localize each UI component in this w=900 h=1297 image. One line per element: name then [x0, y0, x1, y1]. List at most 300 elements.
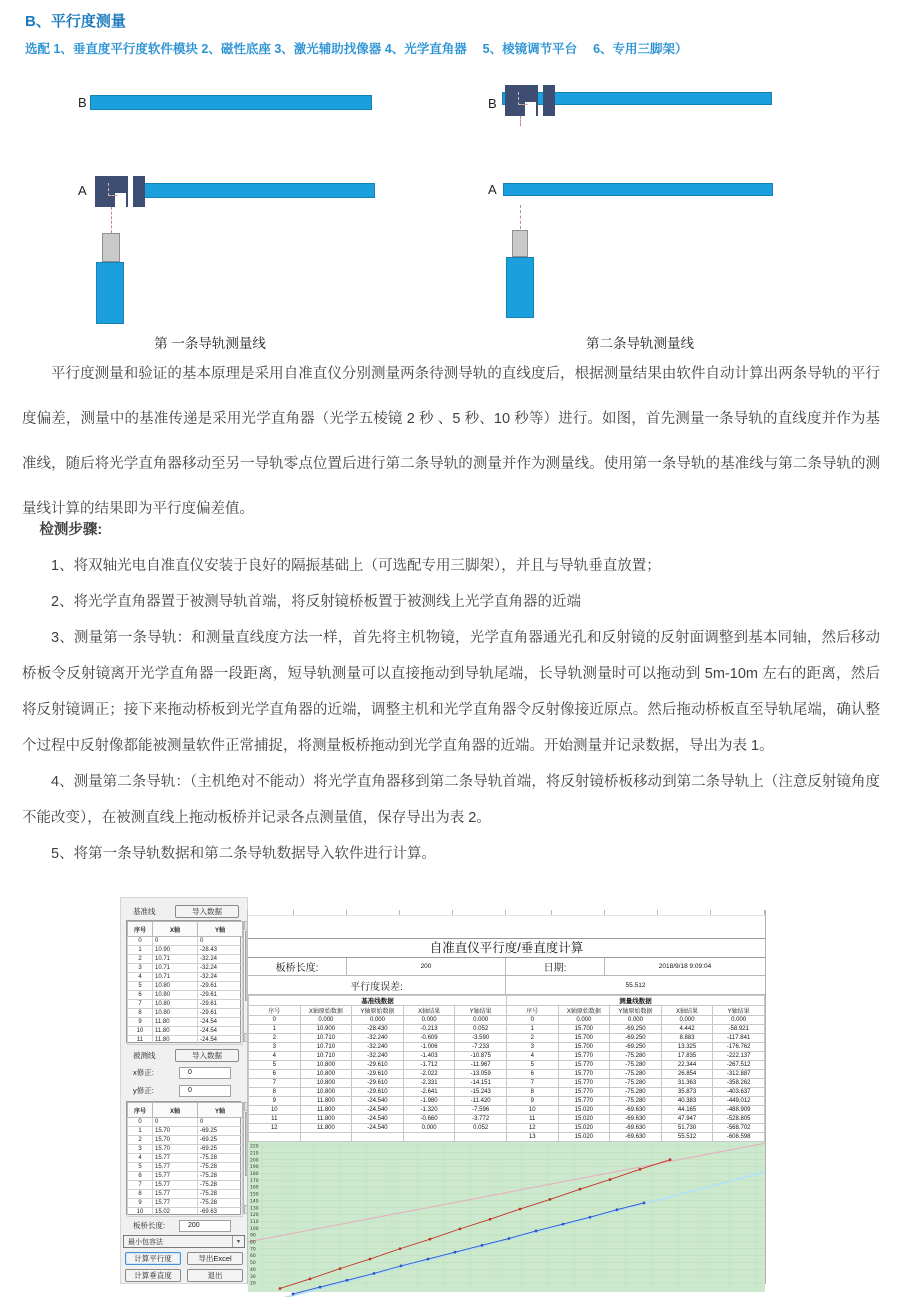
column-header: 序号 — [506, 1006, 558, 1016]
result-cell: -11.967 — [455, 1061, 507, 1070]
result-cell: -69.630 — [610, 1115, 662, 1124]
result-cell: 15.770 — [558, 1070, 610, 1079]
table-cell[interactable]: -69.25 — [198, 1136, 243, 1145]
result-cell: 10 — [249, 1106, 301, 1115]
column-header: 序号 — [128, 1103, 153, 1118]
result-cell: 3 — [506, 1043, 558, 1052]
result-cell: 15.020 — [558, 1115, 610, 1124]
column-header: Y轴原始数据 — [610, 1006, 662, 1016]
result-row — [249, 1133, 765, 1142]
table-cell[interactable]: -24.54 — [198, 1018, 243, 1027]
baseline-section-label: 基准线 — [133, 906, 156, 916]
result-cell: -75.280 — [610, 1052, 662, 1061]
result-cell: -117.841 — [713, 1034, 765, 1043]
table-row[interactable] — [128, 1145, 243, 1154]
svg-text:90: 90 — [250, 1233, 256, 1239]
table-cell[interactable]: -24.54 — [198, 1036, 243, 1045]
table-cell[interactable]: -29.61 — [198, 1000, 243, 1009]
table-cell[interactable]: 4 — [128, 973, 153, 982]
step-3: 3、测量第一条导轨：和测量直线度方法一样，首先将主机物镜，光学直角器通光孔和反射镜的反射面调整到基本同轴，然后移动桥板令反射镜离开光学直角器一段距离，短导轨测量可以直接拖动到导轨尾端，长导轨测量时可以拖动到 5m-10m 左右的距离，然后将反射镜调正；接下来拖动桥板到光学直角器的近端，调整主机和光学直角器令反射像接近原点。然后拖动桥板直至导轨尾端，确认整个过程中反射像都能被测量软件正常捕捉，将测量板桥拖动到光学直角器的近端。开始测量并记录数据，导出为表 1。 — [22, 630, 880, 754]
result-cell: 0.000 — [713, 1016, 765, 1025]
result-cell: -32.240 — [352, 1052, 404, 1061]
result-row — [249, 1088, 765, 1097]
result-cell: 22.344 — [661, 1061, 713, 1070]
table-cell[interactable]: -69.63 — [198, 1208, 243, 1217]
scrollbar[interactable] — [243, 1102, 244, 1214]
table-cell[interactable]: 10.80 — [153, 1009, 198, 1018]
table-cell[interactable]: -75.28 — [198, 1190, 243, 1199]
rail-label: B — [488, 96, 497, 111]
table-cell[interactable]: 2 — [128, 955, 153, 964]
table-cell[interactable]: 11 — [128, 1036, 153, 1045]
result-cell: -69.250 — [610, 1034, 662, 1043]
table-row[interactable] — [128, 946, 243, 955]
calc-perpendicularity-button[interactable]: 计算垂直度 — [125, 1269, 181, 1282]
result-cell: 12 — [506, 1124, 558, 1133]
result-cell: -14.151 — [455, 1079, 507, 1088]
table-cell[interactable]: -32.24 — [198, 973, 243, 982]
result-cell: 15.020 — [558, 1106, 610, 1115]
table-cell[interactable]: 0 — [153, 937, 198, 946]
table-row[interactable] — [128, 1208, 243, 1217]
line-chart — [248, 1142, 765, 1292]
result-cell: 11.800 — [300, 1115, 352, 1124]
laser-beam-line — [520, 205, 521, 229]
table-cell[interactable]: 15.02 — [153, 1208, 198, 1217]
result-cell: 10 — [506, 1106, 558, 1115]
result-cell: 47.947 — [661, 1115, 713, 1124]
table-row[interactable] — [128, 1163, 243, 1172]
table-cell[interactable]: 15.77 — [153, 1163, 198, 1172]
svg-text:130: 130 — [250, 1206, 259, 1212]
table-cell[interactable]: 3 — [128, 964, 153, 973]
svg-text:140: 140 — [250, 1199, 259, 1205]
calc-parallelism-button[interactable]: 计算平行度 — [125, 1252, 181, 1265]
table-row[interactable] — [128, 1009, 243, 1018]
result-cell: -69.630 — [610, 1133, 662, 1142]
result-cell: -75.280 — [610, 1070, 662, 1079]
table-cell[interactable]: 15.77 — [153, 1199, 198, 1208]
result-cell: 10.800 — [300, 1061, 352, 1070]
result-cell: 15.770 — [558, 1061, 610, 1070]
result-cell: 10.800 — [300, 1088, 352, 1097]
result-cell: -58.921 — [713, 1025, 765, 1034]
table-row[interactable] — [128, 973, 243, 982]
result-cell: -1.006 — [403, 1043, 455, 1052]
svg-text:20: 20 — [250, 1281, 256, 1287]
table-row[interactable] — [128, 1000, 243, 1009]
table-cell[interactable]: 9 — [128, 1018, 153, 1027]
result-cell: -358.262 — [713, 1079, 765, 1088]
group-header-row — [249, 996, 765, 1006]
diagram-caption: 第 一条导轨测量线 — [154, 336, 266, 351]
table-cell[interactable]: 15.70 — [153, 1136, 198, 1145]
result-cell: -69.250 — [610, 1043, 662, 1052]
table-row[interactable] — [128, 1118, 243, 1127]
result-cell: -75.280 — [610, 1079, 662, 1088]
result-cell: 51.730 — [661, 1124, 713, 1133]
section-title: B、平行度测量 — [25, 13, 126, 30]
table-row[interactable] — [128, 1190, 243, 1199]
svg-text:30: 30 — [250, 1274, 256, 1280]
laser-beam-line — [111, 207, 112, 233]
svg-text:120: 120 — [250, 1213, 259, 1219]
table-cell[interactable]: 7 — [128, 1181, 153, 1190]
result-cell: 4 — [249, 1052, 301, 1061]
result-table — [248, 995, 765, 1142]
table-cell[interactable]: 6 — [128, 991, 153, 1000]
result-row — [249, 1124, 765, 1133]
table-cell[interactable]: -75.28 — [198, 1172, 243, 1181]
table-cell[interactable]: 9 — [128, 1199, 153, 1208]
result-cell: 11.800 — [300, 1106, 352, 1115]
table-cell[interactable]: 0 — [153, 1118, 198, 1127]
result-row — [249, 1034, 765, 1043]
result-cell: 10.800 — [300, 1070, 352, 1079]
table-row[interactable] — [128, 937, 243, 946]
result-cell: 0.000 — [455, 1016, 507, 1025]
result-cell: 0.000 — [300, 1016, 352, 1025]
table-cell[interactable]: 1 — [128, 946, 153, 955]
baseline-data-table[interactable] — [126, 920, 241, 1043]
svg-text:220: 220 — [250, 1144, 259, 1150]
result-cell: 4 — [506, 1052, 558, 1061]
step-2: 2、将光学直角器置于被测导轨首端，将反射镜桥板置于被测线上光学直角器的近端 — [51, 594, 582, 610]
lens-barrel — [512, 230, 528, 257]
table-row[interactable] — [128, 991, 243, 1000]
result-row — [249, 1025, 765, 1034]
table-cell[interactable]: 0 — [198, 937, 243, 946]
table-cell[interactable]: -75.28 — [198, 1199, 243, 1208]
bridge-length-label: 板桥长度: — [248, 958, 347, 975]
table-row[interactable] — [128, 955, 243, 964]
result-cell: 0.000 — [403, 1016, 455, 1025]
diagram-caption: 第二条导轨测量线 — [586, 336, 694, 351]
measured-group-header: 测量线数据 — [506, 996, 764, 1006]
steps-section — [22, 512, 880, 872]
result-cell: -1.320 — [403, 1106, 455, 1115]
table-row[interactable] — [128, 1136, 243, 1145]
result-cell: 0.000 — [352, 1016, 404, 1025]
column-header: Y轴结果 — [713, 1006, 765, 1016]
result-cell: 35.873 — [661, 1088, 713, 1097]
table-cell[interactable]: 11.80 — [153, 1027, 198, 1036]
result-cell: 4.442 — [661, 1025, 713, 1034]
result-cell — [300, 1133, 352, 1142]
laser-beam-line — [520, 116, 521, 126]
table-row[interactable] — [128, 1036, 243, 1045]
result-cell: -267.512 — [713, 1061, 765, 1070]
result-cell: -608.598 — [713, 1133, 765, 1142]
result-cell — [403, 1133, 455, 1142]
import-measured-data-button[interactable]: 导入数据 — [175, 1049, 239, 1062]
table-row[interactable] — [128, 1199, 243, 1208]
column-header: Y轴原始数据 — [352, 1006, 404, 1016]
result-row — [249, 1043, 765, 1052]
result-cell: 15.700 — [558, 1043, 610, 1052]
result-cell: 15.020 — [558, 1133, 610, 1142]
result-cell: -24.540 — [352, 1115, 404, 1124]
result-cell: 15.700 — [558, 1034, 610, 1043]
result-cell: 10.710 — [300, 1034, 352, 1043]
result-cell: -1.403 — [403, 1052, 455, 1061]
table-cell[interactable]: 5 — [128, 1163, 153, 1172]
table-cell[interactable]: 15.77 — [153, 1154, 198, 1163]
x-correction-input[interactable]: 0 — [179, 1067, 231, 1079]
svg-text:190: 190 — [250, 1165, 259, 1171]
result-cell: -29.610 — [352, 1061, 404, 1070]
result-cell: 0.000 — [661, 1016, 713, 1025]
result-cell: -32.240 — [352, 1034, 404, 1043]
autocollimator-body — [96, 262, 124, 324]
svg-text:40: 40 — [250, 1267, 256, 1273]
import-baseline-data-button[interactable]: 导入数据 — [175, 905, 239, 918]
table-cell[interactable]: -29.61 — [198, 1009, 243, 1018]
method-dropdown[interactable] — [123, 1235, 245, 1248]
result-cell: -568.702 — [713, 1124, 765, 1133]
result-cell: 10.710 — [300, 1052, 352, 1061]
table-cell[interactable]: -29.61 — [198, 982, 243, 991]
result-cell: -1.980 — [403, 1097, 455, 1106]
table-cell[interactable]: 10 — [128, 1027, 153, 1036]
date-value: 2018/9/18 9:09:04 — [658, 963, 712, 970]
table-cell[interactable]: -75.28 — [198, 1154, 243, 1163]
export-excel-button[interactable]: 导出Excel — [187, 1252, 243, 1265]
optical-square-device — [95, 176, 145, 207]
svg-text:60: 60 — [250, 1254, 256, 1260]
svg-text:210: 210 — [250, 1151, 259, 1157]
result-cell: -69.630 — [610, 1106, 662, 1115]
table-cell[interactable]: 5 — [128, 982, 153, 991]
table-cell[interactable]: 10.71 — [153, 955, 198, 964]
table-cell[interactable]: 15.70 — [153, 1145, 198, 1154]
result-cell: -24.540 — [352, 1124, 404, 1133]
column-header: X轴 — [153, 922, 198, 937]
baseline-group-header: 基准线数据 — [249, 996, 507, 1006]
result-cell: 11 — [506, 1115, 558, 1124]
optical-square-device — [505, 85, 555, 116]
table-cell[interactable]: 10.80 — [153, 1000, 198, 1009]
table-cell[interactable]: -32.24 — [198, 964, 243, 973]
parallelism-error-value: 55.512 — [625, 981, 646, 989]
result-cell: -75.280 — [610, 1097, 662, 1106]
table-cell[interactable]: -75.28 — [198, 1163, 243, 1172]
result-cell: 0.052 — [455, 1124, 507, 1133]
table-cell[interactable]: 2 — [128, 1136, 153, 1145]
report-title: 自准直仪平行度/垂直度计算 — [248, 938, 765, 958]
result-cell: 17.835 — [661, 1052, 713, 1061]
table-row[interactable] — [128, 1018, 243, 1027]
rail-label: A — [488, 182, 497, 197]
parallelism-error-label: 平行度误差: — [248, 976, 506, 994]
table-cell[interactable]: 0 — [128, 1118, 153, 1127]
rail-bar — [503, 183, 773, 196]
result-cell: -312.887 — [713, 1070, 765, 1079]
result-cell: 15.770 — [558, 1097, 610, 1106]
report-grid — [247, 910, 766, 1287]
reflector-bridge-block — [543, 85, 555, 116]
result-row — [249, 1070, 765, 1079]
svg-text:50: 50 — [250, 1261, 256, 1267]
column-header: 序号 — [128, 922, 153, 937]
result-cell: -75.280 — [610, 1061, 662, 1070]
result-cell: 11 — [249, 1115, 301, 1124]
table-cell[interactable]: -24.54 — [198, 1027, 243, 1036]
result-cell: -29.610 — [352, 1079, 404, 1088]
table-row[interactable] — [128, 1027, 243, 1036]
result-chart — [248, 1142, 765, 1292]
table-cell[interactable]: 10.71 — [153, 964, 198, 973]
svg-text:80: 80 — [250, 1240, 256, 1246]
result-cell: 40.383 — [661, 1097, 713, 1106]
result-cell: -449.012 — [713, 1097, 765, 1106]
bridge-length-input[interactable]: 200 — [179, 1220, 231, 1232]
table-cell[interactable]: 7 — [128, 1000, 153, 1009]
result-cell: 0 — [249, 1016, 301, 1025]
result-cell: -75.280 — [610, 1088, 662, 1097]
table-cell[interactable]: 4 — [128, 1154, 153, 1163]
scrollbar[interactable] — [243, 921, 244, 1042]
table-cell[interactable]: 10.80 — [153, 982, 198, 991]
light-path-line — [108, 183, 118, 196]
bridge-length-value: 200 — [347, 958, 506, 975]
result-cell: 0.000 — [403, 1124, 455, 1133]
result-cell: 5 — [249, 1061, 301, 1070]
result-row — [249, 1106, 765, 1115]
column-header: Y轴结果 — [455, 1006, 507, 1016]
result-cell: 0.000 — [558, 1016, 610, 1025]
y-correction-label: y修正: — [133, 1086, 154, 1095]
result-cell: -7.596 — [455, 1106, 507, 1115]
svg-text:200: 200 — [250, 1158, 259, 1164]
result-cell: -24.540 — [352, 1106, 404, 1115]
table-cell[interactable]: -28.43 — [198, 946, 243, 955]
table-cell[interactable]: 0 — [128, 937, 153, 946]
result-cell: 10.710 — [300, 1043, 352, 1052]
result-cell: 0.000 — [610, 1016, 662, 1025]
result-cell: 26.854 — [661, 1070, 713, 1079]
result-cell: 15.770 — [558, 1088, 610, 1097]
table-cell[interactable]: 11.80 — [153, 1018, 198, 1027]
y-correction-input[interactable]: 0 — [179, 1085, 231, 1097]
table-cell[interactable]: -69.25 — [198, 1127, 243, 1136]
result-cell: 11.800 — [300, 1124, 352, 1133]
result-cell: -3.772 — [455, 1115, 507, 1124]
rail-bar — [90, 95, 372, 110]
column-header: X轴原始数据 — [300, 1006, 352, 1016]
table-row[interactable] — [128, 1172, 243, 1181]
table-cell[interactable]: 10.71 — [153, 973, 198, 982]
result-cell: -176.762 — [713, 1043, 765, 1052]
measured-data-table[interactable] — [126, 1101, 241, 1215]
table-cell[interactable]: -69.25 — [198, 1145, 243, 1154]
result-row — [249, 1079, 765, 1088]
result-cell: -13.059 — [455, 1070, 507, 1079]
date-label: 日期: — [506, 958, 605, 975]
column-header: X轴 — [153, 1103, 198, 1118]
result-cell: 15.700 — [558, 1025, 610, 1034]
light-path-line — [518, 92, 528, 105]
table-cell[interactable]: 10.90 — [153, 946, 198, 955]
result-cell: 1 — [506, 1025, 558, 1034]
svg-text:70: 70 — [250, 1247, 256, 1253]
table-cell[interactable]: 8 — [128, 1009, 153, 1018]
table-cell[interactable]: 0 — [198, 1118, 243, 1127]
table-row[interactable] — [128, 982, 243, 991]
result-cell: -69.250 — [610, 1025, 662, 1034]
table-cell[interactable]: 15.77 — [153, 1172, 198, 1181]
result-cell — [352, 1133, 404, 1142]
svg-text:170: 170 — [250, 1178, 259, 1184]
result-cell: -2.331 — [403, 1079, 455, 1088]
column-header: X轴结果 — [661, 1006, 713, 1016]
table-cell[interactable]: 6 — [128, 1172, 153, 1181]
column-header: X轴原始数据 — [558, 1006, 610, 1016]
result-cell: -24.540 — [352, 1097, 404, 1106]
measured-section-label: 被测线 — [133, 1050, 156, 1060]
table-cell[interactable]: 11.80 — [153, 1036, 198, 1045]
optional-accessories-line: 选配 1、垂直度平行度软件模块 2、磁性底座 3、激光辅助找像器 4、光学直角器 5、棱镜调节平台 6、专用三脚架） — [25, 42, 688, 56]
result-cell: -222.137 — [713, 1052, 765, 1061]
table-cell[interactable]: -29.61 — [198, 991, 243, 1000]
chevron-down-icon: ▼ — [232, 1236, 244, 1247]
table-row[interactable] — [128, 1127, 243, 1136]
result-cell: -1.712 — [403, 1061, 455, 1070]
rail-bar — [133, 183, 375, 198]
table-cell[interactable]: 10 — [128, 1208, 153, 1217]
svg-text:100: 100 — [250, 1226, 259, 1232]
result-cell: 55.512 — [661, 1133, 713, 1142]
result-cell: 2 — [249, 1034, 301, 1043]
result-cell: 7 — [249, 1079, 301, 1088]
result-cell: 6 — [506, 1070, 558, 1079]
table-row[interactable] — [128, 964, 243, 973]
table-cell[interactable]: 8 — [128, 1190, 153, 1199]
result-cell: 13 — [506, 1133, 558, 1142]
result-cell: 9 — [249, 1097, 301, 1106]
result-cell: 44.165 — [661, 1106, 713, 1115]
table-cell[interactable]: 1 — [128, 1127, 153, 1136]
result-cell: -488.909 — [713, 1106, 765, 1115]
step-1: 1、将双轴光电自准直仪安装于良好的隔振基础上（可选配专用三脚架），并且与导轨垂直放置； — [51, 558, 661, 574]
report-meta-row — [248, 958, 765, 976]
table-cell[interactable]: 15.77 — [153, 1181, 198, 1190]
result-cell: 8 — [249, 1088, 301, 1097]
table-cell[interactable]: 15.70 — [153, 1127, 198, 1136]
result-cell: 8.883 — [661, 1034, 713, 1043]
table-row[interactable] — [128, 1154, 243, 1163]
table-cell[interactable]: -32.24 — [198, 955, 243, 964]
table-cell[interactable]: 10.80 — [153, 991, 198, 1000]
exit-button[interactable]: 退出 — [187, 1269, 243, 1282]
result-cell: 15.770 — [558, 1079, 610, 1088]
step-5: 5、将第一条导轨数据和第二条导轨数据导入软件进行计算。 — [51, 846, 437, 862]
result-cell — [249, 1133, 301, 1142]
svg-text:160: 160 — [250, 1185, 259, 1191]
table-cell[interactable]: 15.77 — [153, 1190, 198, 1199]
result-cell: -69.630 — [610, 1124, 662, 1133]
result-cell: 13.325 — [661, 1043, 713, 1052]
step-4: 4、测量第二条导轨：（主机绝对不能动）将光学直角器移到第二条导轨首端，将反射镜桥板移动到第二条导轨上（注意反射镜角度不能改变），在被测直线上拖动板桥并记录各点测量值，保存导出为表 2。 — [22, 774, 880, 826]
result-row — [249, 1115, 765, 1124]
result-cell: 15.020 — [558, 1124, 610, 1133]
table-row[interactable] — [128, 1181, 243, 1190]
table-cell[interactable]: -75.28 — [198, 1181, 243, 1190]
result-cell: 6 — [249, 1070, 301, 1079]
result-row — [249, 1061, 765, 1070]
parallelism-error-row — [248, 976, 765, 995]
table-cell[interactable]: 3 — [128, 1145, 153, 1154]
